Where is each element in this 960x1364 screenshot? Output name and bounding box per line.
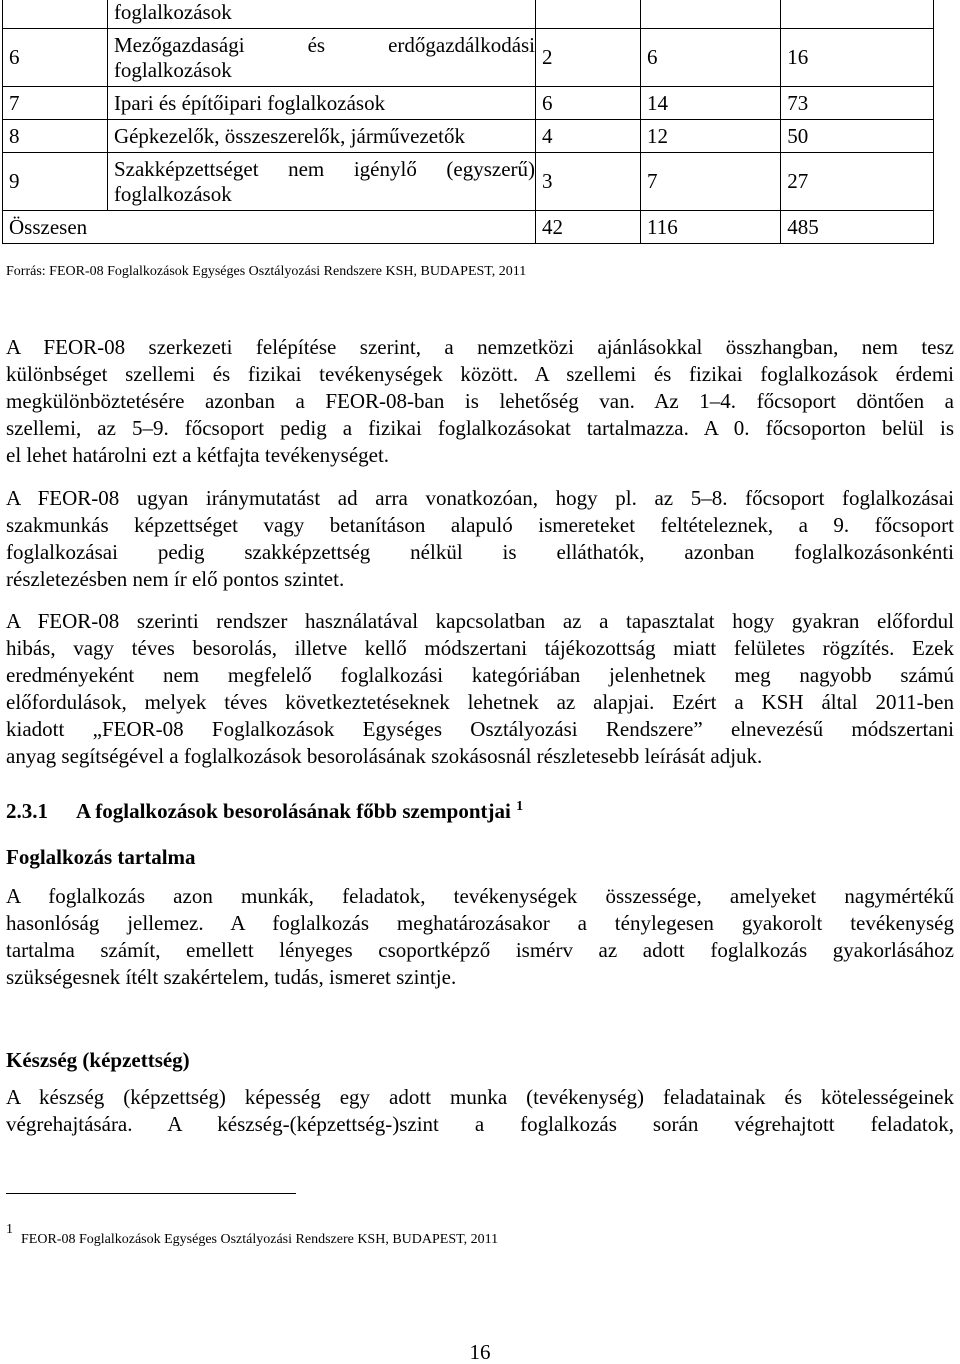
table-row	[3, 120, 934, 153]
footnote-text: FEOR-08 Foglalkozások Egységes Osztályozási Rendszere KSH, BUDAPEST, 2011	[21, 1232, 499, 1247]
paragraph: A FEOR-08 szerinti rendszer használatával kapcsolatban az a tapasztalat hogy gyakran előfordul hibás, vagy téves besorolás, illetve kellő módszertani tájékozottság miatt felületes rögzítés. Ezek eredményeként nem megfelelő foglalkozási kategóriában jelenhetnek meg nagyobb számú előfordulások, melyek téves következtetéseknek lehetnek az alapjai. Ezért a KSH által 2011-ben kiadott „FEOR-08 Foglalkozások Egységes Osztályozási Rendszere” elnevezésű módszertani anyag segítségével a foglalkozások besorolásának szokásosnál részletesebb leírását adjuk.	[6, 609, 954, 768]
table-row	[3, 29, 934, 87]
row-name: Mezőgazdasági és erdőgazdálkodási foglalkozások	[107, 29, 535, 87]
row-number: 9	[3, 153, 108, 211]
paragraph: A készség (képzettség) képesség egy adott munka (tevékenység) feladatainak és kötelességeinek végrehajtására. A készség-(képzettség-)szint a foglalkozás során végrehajtott feladatok,	[6, 1085, 954, 1136]
total-value-b: 116	[640, 211, 780, 244]
table-row	[3, 153, 934, 211]
row-value-b: 7	[640, 153, 780, 211]
table-row	[3, 87, 934, 120]
row-name: Szakképzettséget nem igénylő (egyszerű) foglalkozások	[107, 153, 535, 211]
subheading-content: Foglalkozás tartalma	[6, 845, 196, 869]
table-row	[3, 0, 934, 29]
footnote-mark: 1	[6, 1222, 13, 1237]
table-source-note: Forrás: FEOR-08 Foglalkozások Egységes Osztályozási Rendszere KSH, BUDAPEST, 2011	[6, 264, 527, 279]
row-number: 8	[3, 120, 108, 153]
page-number: 16	[469, 1340, 491, 1364]
table-total-row	[3, 211, 934, 244]
section-heading	[6, 798, 523, 825]
row-number	[3, 0, 108, 29]
row-name: Ipari és építőipari foglalkozások	[107, 87, 535, 120]
row-value-b: 12	[640, 120, 780, 153]
row-number: 6	[3, 29, 108, 87]
footnote	[6, 1222, 499, 1250]
total-label: Összesen	[3, 211, 536, 244]
row-number: 7	[3, 87, 108, 120]
row-value-c: 16	[781, 29, 934, 87]
paragraph: A FEOR-08 ugyan iránymutatást ad arra vonatkozóan, hogy pl. az 5–8. főcsoport foglalkozásai szakmunkás képzettséget vagy betanításon alapuló ismereteket feltételeznek, a 9. főcsoport foglalkozásai pedig szakképzettség nélkül is elláthatók, azonban foglalkozásonkénti részletezésben nem ír elő pontos szintet.	[6, 486, 954, 591]
row-value-a: 6	[536, 87, 641, 120]
row-value-a: 3	[536, 153, 641, 211]
total-value-a: 42	[536, 211, 641, 244]
subheading-skill: Készség (képzettség)	[6, 1048, 190, 1072]
footnote-separator	[6, 1193, 296, 1194]
paragraph: A foglalkozás azon munkák, feladatok, tevékenységek összessége, amelyeket nagymértékű hasonlóság jellemez. A foglalkozás meghatározásakor a ténylegesen gyakorolt tevékenység tartalma számít, emellett lényeges csoportképző ismérv az adott foglalkozás gyakorlásához szükségesnek ítélt szakértelem, tudás, ismeret szintje.	[6, 884, 954, 989]
row-value-a: 4	[536, 120, 641, 153]
total-value-c: 485	[781, 211, 934, 244]
row-value-c: 73	[781, 87, 934, 120]
row-value-b: 14	[640, 87, 780, 120]
section-number: 2.3.1	[6, 799, 48, 823]
row-name: foglalkozások	[107, 0, 535, 29]
row-value-c: 27	[781, 153, 934, 211]
row-value-a: 2	[536, 29, 641, 87]
row-value-b: 6	[640, 29, 780, 87]
paragraph: A FEOR-08 szerkezeti felépítése szerint, a nemzetközi ajánlásokkal összhangban, nem tesz különbséget szellemi és fizikai tevékenységek között. A szellemi és fizikai foglalkozások érdemi megkülönböztetésére azonban a FEOR-08-ban is lehetőség van. Az 1–4. főcsoport döntően a szellemi, az 5–9. főcsoport pedig a fizikai foglalkozásokat tartalmazza. A 0. főcsoporton belül is el lehet határolni ezt a kétfajta tevékenységet.	[6, 335, 954, 467]
footnote-reference: 1	[516, 799, 524, 814]
section-title: A foglalkozások besorolásának főbb szempontjai	[76, 799, 511, 823]
row-value-c: 50	[781, 120, 934, 153]
row-name: Gépkezelők, összeszerelők, járművezetők	[107, 120, 535, 153]
occupation-table	[2, 0, 934, 244]
